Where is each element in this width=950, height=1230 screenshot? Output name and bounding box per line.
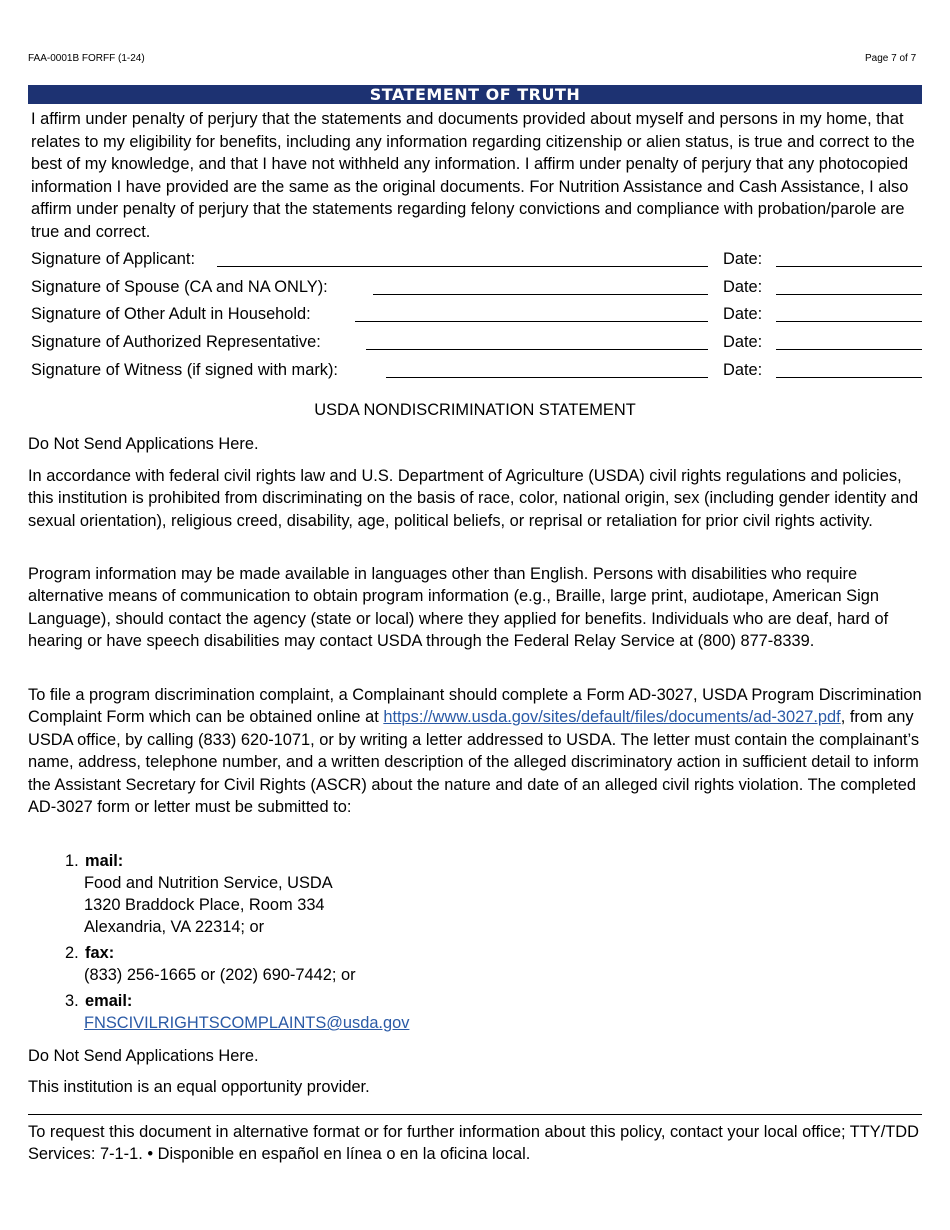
complaint-paragraph: [28, 684, 924, 818]
date-label: Date:: [723, 333, 763, 351]
complaint-text-intro: To file a program discrimination complaint, a Complainant should complete a Form AD-3027, USDA Program Discrimination Complaint Form which can be obtained online at: [28, 686, 922, 727]
applicant-signature-field[interactable]: [217, 250, 711, 270]
date-label: Date:: [723, 250, 763, 268]
civil-rights-paragraph: In accordance with federal civil rights law and U.S. Department of Agriculture (USDA) civil rights regulations and policies, this institution is prohibited from discriminating on the basis of race, color, national origin, sex (including gender identity and sexual orientation), religious creed, disability, age, political beliefs, or reprisal or retaliation for prior civil rights activity.: [28, 467, 919, 530]
fax-numbers: (833) 256-1665 or (202) 690-7442; or: [84, 966, 356, 984]
list-item-fax: [65, 942, 114, 964]
fax-label: fax:: [85, 944, 115, 962]
date-line: [776, 349, 922, 350]
statement-of-truth-heading: STATEMENT OF TRUTH: [28, 85, 922, 104]
footer-notice: To request this document in alternative format or for further information about this policy, contact your local office; TTY/TDD Services: 7-1-1. • Disponible en español en línea o en la oficina local.: [28, 1123, 919, 1164]
representative-date-field[interactable]: [776, 333, 926, 353]
program-information-paragraph: Program information may be made available in languages other than English. Persons with disabilities who require alternative means of communication to obtain program information (e.g., Braille, large print, audiotape, American Sign Language), should contact the agency (state or local) where they applied for benefits. Individuals who are deaf, hard of hearing or have speech disabilities may contact USDA through the Federal Relay Service at (800) 877-8339.: [28, 565, 889, 651]
representative-signature-field[interactable]: [366, 333, 711, 353]
date-label: Date:: [723, 278, 763, 296]
mail-address-line-1: Food and Nutrition Service, USDA: [84, 874, 333, 892]
list-number: 3.: [65, 992, 79, 1010]
spouse-date-field[interactable]: [776, 278, 926, 298]
other-adult-date-field[interactable]: [776, 305, 926, 325]
signature-line: [217, 266, 708, 267]
do-not-send-notice-2: Do Not Send Applications Here.: [28, 1047, 259, 1065]
signature-label: Signature of Other Adult in Household:: [31, 305, 311, 323]
complaint-text-details: , from any USDA office, by calling (833) 620-1071, or by writing a letter addressed to USDA. The letter must contain the complainant’s name, address, telephone number, and a written description of the alleged discriminatory action in sufficient detail to inform the Assistant Secretary for Civil Rights (ASCR) about the nature and date of an alleged civil rights violation. The completed AD-3027 form or letter must be submitted to:: [28, 708, 920, 817]
signature-line: [373, 294, 708, 295]
other-adult-signature-field[interactable]: [355, 305, 711, 325]
spouse-signature-field[interactable]: [373, 278, 711, 298]
list-item-mail: [65, 850, 123, 872]
mail-label: mail:: [85, 852, 124, 870]
email-label: email:: [85, 992, 133, 1010]
list-number: 1.: [65, 852, 79, 870]
affirmation-text: I affirm under penalty of perjury that the statements and documents provided about myself and persons in my home, that relates to my eligibility for benefits, including any information regarding citizenship or alien status, is true and correct to the best of my knowledge, and that I have not withheld any information. I affirm under penalty of perjury that any photocopied information I have provided are the same as the original documents. For Nutrition Assistance and Cash Assistance, I also affirm under penalty of perjury that the statements regarding felony convictions and compliance with probation/parole are true and correct.: [31, 110, 915, 241]
page-number: Page 7 of 7: [865, 53, 917, 64]
list-item-email: [65, 990, 132, 1012]
signature-line: [386, 377, 708, 378]
signature-row-witness: [31, 361, 922, 383]
signature-row-other-adult: [31, 305, 922, 327]
date-label: Date:: [723, 361, 763, 379]
signature-row-spouse: [31, 278, 922, 300]
footer-divider: [28, 1114, 922, 1115]
mail-address-line-2: 1320 Braddock Place, Room 334: [84, 896, 325, 914]
do-not-send-notice: Do Not Send Applications Here.: [28, 435, 259, 453]
signature-row-applicant: [31, 250, 922, 272]
applicant-date-field[interactable]: [776, 250, 926, 270]
date-line: [776, 266, 922, 267]
usda-nondiscrimination-title: USDA NONDISCRIMINATION STATEMENT: [314, 401, 636, 419]
signature-label: Signature of Applicant:: [31, 250, 196, 268]
witness-signature-field[interactable]: [386, 361, 711, 381]
signature-label: Signature of Witness (if signed with mark):: [31, 361, 338, 379]
date-line: [776, 321, 922, 322]
ad-3027-form-link[interactable]: https://www.usda.gov/sites/default/files/documents/ad-3027.pdf: [383, 708, 841, 727]
complaints-email-link[interactable]: FNSCIVILRIGHTSCOMPLAINTS@usda.gov: [84, 1014, 410, 1032]
signature-line: [366, 349, 708, 350]
signature-line: [355, 321, 708, 322]
signature-label: Signature of Spouse (CA and NA ONLY):: [31, 278, 328, 296]
signature-row-representative: [31, 333, 922, 355]
form-id: FAA-0001B FORFF (1-24): [28, 53, 145, 64]
list-number: 2.: [65, 944, 79, 962]
signature-label: Signature of Authorized Representative:: [31, 333, 321, 351]
date-line: [776, 294, 922, 295]
mail-address-line-3: Alexandria, VA 22314; or: [84, 918, 265, 936]
witness-date-field[interactable]: [776, 361, 926, 381]
date-label: Date:: [723, 305, 763, 323]
equal-opportunity-statement: This institution is an equal opportunity provider.: [28, 1078, 370, 1096]
date-line: [776, 377, 922, 378]
